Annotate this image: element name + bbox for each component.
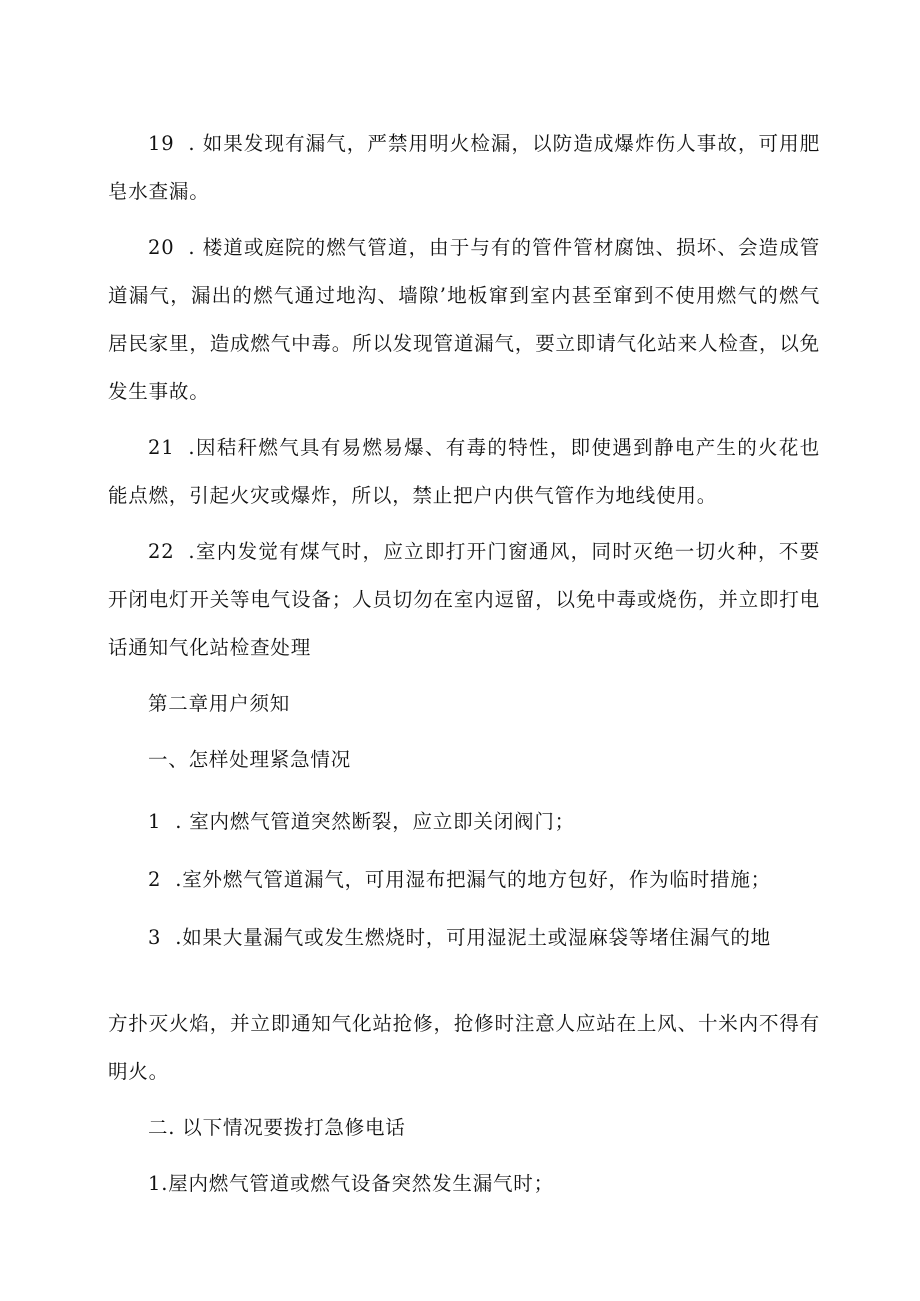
list-item-1 xyxy=(108,798,820,846)
paragraph-number: 21 xyxy=(148,436,175,459)
paragraph-22 xyxy=(108,528,820,672)
item-number: 1 xyxy=(148,810,162,833)
item-number: 2 xyxy=(148,868,162,891)
document-body xyxy=(108,120,820,1208)
list-item-2 xyxy=(108,856,820,904)
list-item-repair-1: 1.屋内燃气管道或燃气设备突然发生漏气时； xyxy=(148,1172,554,1195)
paragraph-text: . 如果发现有漏气，严禁用明火检漏，以防造成爆炸伤人事故，可用肥皂水查漏。 xyxy=(108,132,820,203)
item-text: .如果大量漏气或发生燃烧时，可用湿泥土或湿麻袋等堵住漏气的地 xyxy=(175,926,771,949)
paragraph-19 xyxy=(108,120,820,216)
paragraph-number: 22 xyxy=(148,540,175,563)
paragraph-text: .因秸秆燃气具有易燃易爆、有毒的特性，即使遇到静电产生的火花也能点燃，引起火灾或爆炸，所以，禁止把户内供气管作为地线使用。 xyxy=(108,436,820,507)
paragraph-text: . 楼道或庭院的燃气管道，由于与有的管件管材腐蚀、损坏、会造成管道漏气，漏出的燃气通过地沟、墙隙’地板窜到室内甚至窜到不使用燃气的燃气居民家里，造成燃气中毒。所以发现管道漏气，要立即请气化站来人检查，以免发生事故。 xyxy=(108,236,820,403)
chapter-title: 第二章用户须知 xyxy=(148,692,291,715)
list-item-3-continuation: 方扑灭火焰，并立即通知气化站抢修，抢修时注意人应站在上风、十米内不得有明火。 xyxy=(108,1012,820,1083)
item-number: 3 xyxy=(148,926,162,949)
paragraph-20 xyxy=(108,224,820,416)
list-item-3 xyxy=(108,914,820,962)
paragraph-21 xyxy=(108,424,820,520)
paragraph-number: 19 xyxy=(148,132,175,155)
section-title-repair-call: 二. 以下情况要拨打急修电话 xyxy=(148,1116,406,1139)
paragraph-number: 20 xyxy=(148,236,175,259)
paragraph-text: .室内发觉有煤气时，应立即打开门窗通风，同时灭绝一切火种，不要开闭电灯开关等电气设备；人员切勿在室内逗留，以免中毒或烧伤，并立即打电话通知气化站检查处理 xyxy=(108,540,820,659)
item-text: .室外燃气管道漏气，可用湿布把漏气的地方包好，作为临时措施； xyxy=(175,868,771,891)
section-title-emergency: 一、怎样处理紧急情况 xyxy=(148,748,352,771)
item-text: . 室内燃气管道突然断裂，应立即关闭阀门； xyxy=(175,810,575,833)
